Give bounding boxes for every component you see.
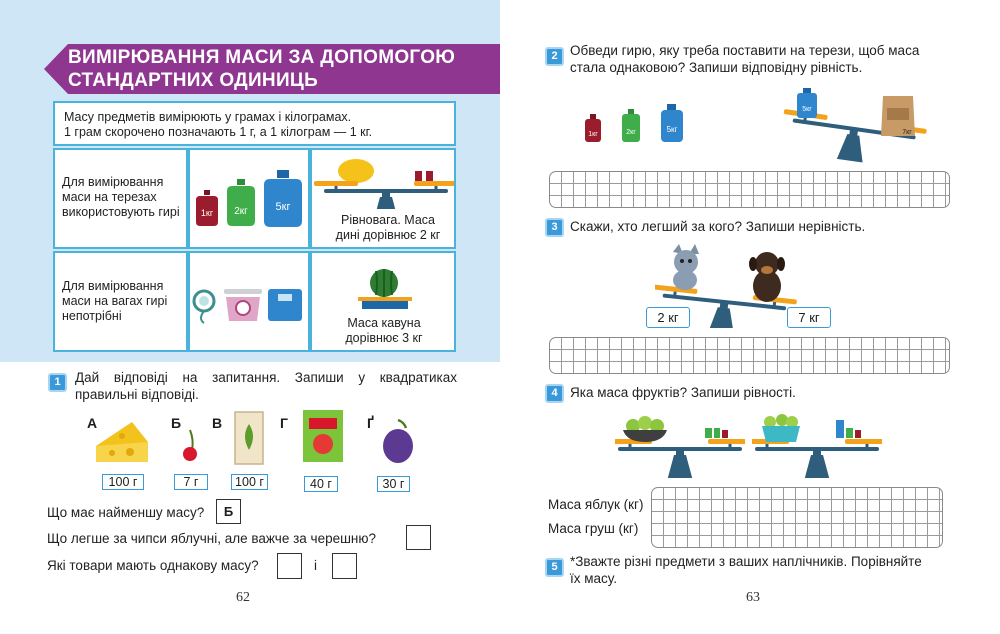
answer-box-2[interactable] xyxy=(406,525,431,550)
weight-1kg-icon xyxy=(196,190,218,226)
weight-5kg-icon xyxy=(797,88,817,118)
melon-icon xyxy=(338,159,374,183)
apples-mass-label: Маса яблук (кг) xyxy=(548,497,644,512)
weights-illustration xyxy=(190,150,308,247)
cheese-icon xyxy=(92,416,152,468)
task-2-badge: 2 xyxy=(545,47,564,66)
weight-1kg-icon[interactable] xyxy=(585,114,601,142)
task-5-text: *Зважте різні предмети з ваших наплічників. Порівняйте їх масу. xyxy=(570,554,922,586)
pears-scale xyxy=(752,410,882,478)
task-2-weights xyxy=(580,100,690,150)
apples-scale xyxy=(615,410,745,478)
row1-text-cell xyxy=(53,148,188,249)
dog-weight-label: 7 кг xyxy=(787,307,831,328)
weight-2kg-icon[interactable] xyxy=(622,109,640,142)
flour-bag-icon xyxy=(881,96,915,136)
small-weight-icon xyxy=(426,171,433,181)
item-value-h: 40 г xyxy=(304,476,338,492)
pears-bucket-icon xyxy=(762,414,800,442)
task-3-badge: 3 xyxy=(545,218,564,237)
scale-pan xyxy=(358,297,412,301)
page-number-right: 63 xyxy=(746,590,760,605)
question-2: Що легше за чипси яблучні, але важче за черешню? xyxy=(47,531,377,546)
item-letter-a: А xyxy=(87,415,98,431)
cat-weight-label: 2 кг xyxy=(646,307,690,328)
row2-text: Для вимірювання маси на вагах гирі непотрібні xyxy=(62,279,168,323)
task-2-scale xyxy=(775,84,950,168)
weight-2kg-icon xyxy=(227,179,255,226)
task-4-text: Яка маса фруктів? Запиши рівності. xyxy=(570,385,796,400)
page-number-left: 62 xyxy=(236,590,250,605)
svg-text:5кг: 5кг xyxy=(275,201,291,213)
task-3-text: Скажи, хто легший за кого? Запиши нерівність. xyxy=(570,219,866,234)
dog-icon xyxy=(749,252,785,302)
weight-5kg-icon xyxy=(264,170,302,227)
scales-illustration xyxy=(190,253,308,350)
svg-text:7кг: 7кг xyxy=(902,129,912,136)
chips-icon xyxy=(299,406,347,466)
task-2-answer-grid[interactable] xyxy=(549,171,950,208)
small-weight-icon xyxy=(415,171,422,181)
task-5-badge: 5 xyxy=(545,558,564,577)
svg-text:5кг: 5кг xyxy=(802,106,812,113)
weights-icon xyxy=(705,428,728,438)
answer-box-3b[interactable] xyxy=(332,553,357,579)
task-3-answer-grid[interactable] xyxy=(549,337,950,374)
item-letter-v: В xyxy=(212,415,223,431)
intro-line-1: Масу предметів вимірюють у грамах і кілограмах. xyxy=(64,110,352,124)
row1-text: Для вимірювання маси на терезах використовують гирі xyxy=(62,175,180,219)
plum-icon xyxy=(380,416,416,466)
pears-mass-label: Маса груш (кг) xyxy=(548,521,639,536)
task-4-answer-grid[interactable] xyxy=(651,487,943,548)
intro-cell xyxy=(53,101,456,146)
item-value-b: 7 г xyxy=(174,474,208,490)
cat-icon xyxy=(673,244,699,290)
svg-text:5кг: 5кг xyxy=(666,125,678,134)
answer-box-1[interactable]: Б xyxy=(216,499,241,524)
cherry-icon xyxy=(178,428,204,464)
task-2-text: Обведи гирю, яку треба поставити на терези, щоб маса стала однаковою? Запиши відповідну рівність. xyxy=(570,43,920,75)
svg-text:2кг: 2кг xyxy=(234,206,248,217)
question-1: Що має найменшу масу? xyxy=(47,505,205,520)
kitchen-scale-icon xyxy=(224,289,262,321)
item-letter-g: Ґ xyxy=(367,415,374,431)
scale-base xyxy=(362,301,408,309)
scales-cell xyxy=(188,251,310,352)
svg-text:1кг: 1кг xyxy=(200,208,214,218)
svg-text:1кг: 1кг xyxy=(588,131,598,138)
tea-bag-icon xyxy=(231,406,267,468)
hanging-scale-icon xyxy=(194,291,214,323)
item-value-v: 100 г xyxy=(231,474,268,490)
item-value-g: 30 г xyxy=(377,476,410,492)
melon-caption: Рівновага. Маса дині дорівнює 2 кг xyxy=(335,213,441,242)
weights-icon xyxy=(836,420,861,438)
melon-scale-illustration xyxy=(312,154,454,209)
watermelon-scale-illustration xyxy=(312,261,454,311)
watermelon-cell xyxy=(310,251,456,352)
weights-cell xyxy=(188,148,310,249)
weight-5kg-icon[interactable] xyxy=(661,104,683,142)
task-4-badge: 4 xyxy=(545,384,564,403)
apples-bowl-icon xyxy=(623,416,667,442)
intro-line-2: 1 грам скорочено позначають 1 г, а 1 кілограм — 1 кг. xyxy=(64,125,373,139)
item-letter-h: Г xyxy=(280,415,288,431)
question-3: Які товари мають однакову масу? xyxy=(47,558,259,573)
page-title: ВИМІРЮВАННЯ МАСИ ЗА ДОПОМОГОЮ СТАНДАРТНИХ ОДИНИЦЬ xyxy=(68,47,456,91)
svg-text:2кг: 2кг xyxy=(626,129,636,136)
item-value-a: 100 г xyxy=(102,474,144,490)
and-text: і xyxy=(314,558,317,573)
watermelon-caption: Маса кавуна дорівнює 3 кг xyxy=(345,316,423,345)
task-1-text: Дай відповіді на запитання. Запиши у квадратиках правильні відповіді. xyxy=(75,370,457,402)
item-letter-b: Б xyxy=(171,415,182,431)
melon-cell xyxy=(310,148,456,249)
task-1-badge: 1 xyxy=(48,373,67,392)
answer-box-3a[interactable] xyxy=(277,553,302,579)
row2-text-cell xyxy=(53,251,188,352)
bathroom-scale-icon xyxy=(268,289,302,321)
